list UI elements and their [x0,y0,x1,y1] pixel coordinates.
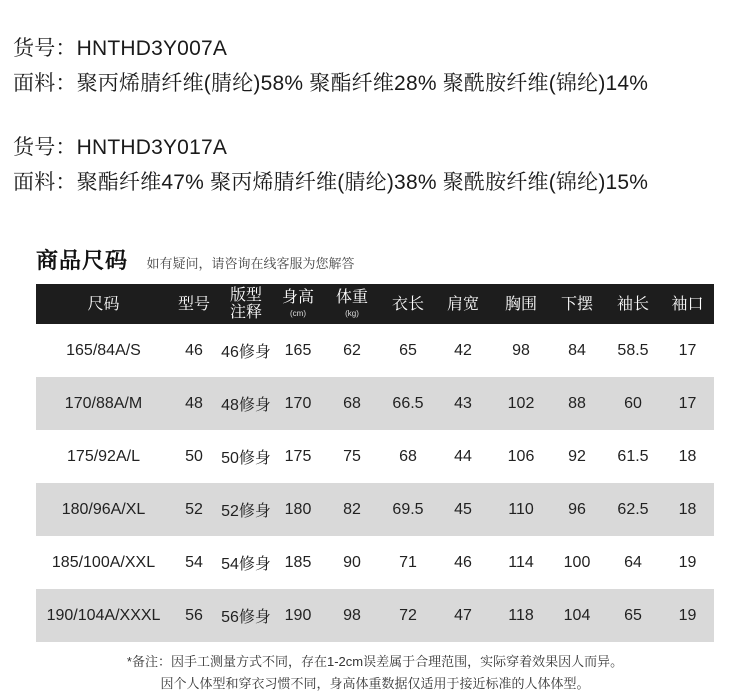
spec-value: HNTHD3Y017A [76,136,228,159]
table-header-cell [36,284,171,324]
table-cell: 46 [185,341,203,359]
table-cell: 102 [507,394,535,412]
table-cell: 110 [508,500,534,518]
table-cell: 106 [507,447,535,465]
table-cell: 100 [563,553,591,571]
table-header-cell [321,284,383,324]
table-cell: 50 [185,447,203,465]
table-cell: 98 [512,341,530,359]
table-cell: 180 [284,500,312,518]
table-cell: 190 [284,606,312,624]
table-cell: 165/84A/S [66,341,141,359]
table-cell: 75 [343,447,361,465]
table-row [36,589,714,642]
table-cell: 42 [454,341,472,359]
table-cell: 68 [343,394,361,412]
table-header-row [36,284,714,324]
spec-label: 面料： [13,72,77,95]
table-cell: 170/88A/M [64,394,143,412]
product-code-1 [13,35,227,63]
table-header-cell [605,284,661,324]
table-cell: 114 [508,553,534,571]
spec-value: 聚酯纤维47% 聚丙烯腈纤维(腈纶)38% 聚酰胺纤维(锦纶)15% [76,171,649,194]
header-label: 胸围 [504,295,537,313]
table-cell: 62.5 [617,500,649,518]
table-header-cell [217,284,275,324]
footnote-line-1: *备注：因手工测量方式不同，存在1-2cm误差属于合理范围，实际穿着效果因人而异。 [126,654,624,669]
table-cell: 19 [678,553,697,571]
table-cell: 68 [399,447,417,465]
table-cell: 18 [678,447,697,465]
table-cell: 118 [508,606,534,624]
table-cell: 165 [284,341,312,359]
table-cell: 48修身 [221,397,271,414]
header-unit: (cm) [290,309,306,318]
header-label: 下摆 [560,295,593,313]
table-cell: 60 [624,394,642,412]
table-cell: 175/92A/L [67,447,140,465]
table-cell: 170 [284,394,312,412]
table-cell: 18 [678,500,697,518]
table-cell: 64 [624,553,642,571]
table-cell: 190/104A/XXXL [46,606,161,624]
spec-label: 面料： [13,171,77,194]
table-cell: 52 [185,500,203,518]
table-cell: 43 [454,394,472,412]
table-cell: 84 [568,341,586,359]
table-cell: 50修身 [221,450,271,467]
table-row [36,536,714,589]
table-cell: 45 [454,500,472,518]
header-label: 版型 [229,287,262,304]
table-cell: 17 [678,394,697,412]
size-chart-header [36,244,354,275]
table-header-cell [661,284,714,324]
table-cell: 47 [454,606,472,624]
table-cell: 175 [284,447,312,465]
table-header-cell [171,284,217,324]
header-label: 衣长 [391,295,424,313]
table-cell: 180/96A/XL [61,500,146,518]
table-cell: 92 [568,447,586,465]
table-cell: 82 [343,500,361,518]
table-cell: 72 [399,606,417,624]
header-unit: (kg) [345,309,359,318]
header-label: 体重 [335,289,368,306]
spec-value: HNTHD3Y007A [76,37,228,60]
size-table [36,284,714,642]
table-cell: 65 [624,606,642,624]
table-header-cell [549,284,605,324]
table-cell: 48 [185,394,203,412]
table-cell: 56 [185,606,203,624]
table-cell: 52修身 [221,503,271,520]
spec-value: 聚丙烯腈纤维(腈纶)58% 聚酯纤维28% 聚酰胺纤维(锦纶)14% [76,72,649,95]
table-cell: 61.5 [617,447,649,465]
size-chart-subtitle: 如有疑问，请咨询在线客服为您解答 [146,256,355,271]
header-label: 袖口 [671,295,704,313]
table-row [36,430,714,483]
table-header-cell [383,284,433,324]
table-cell: 56修身 [221,609,271,626]
footnote-line-2: 因个人体型和穿衣习惯不同，身高体重数据仅适用于接近标准的人体体型。 [160,676,590,691]
header-label: 袖长 [616,295,649,313]
table-cell: 19 [678,606,697,624]
table-cell: 185 [284,553,312,571]
header-label: 尺码 [87,295,120,313]
table-cell: 71 [399,553,417,571]
table-cell: 62 [343,341,361,359]
table-header-cell [493,284,549,324]
table-cell: 46 [454,553,472,571]
table-cell: 44 [454,447,472,465]
table-cell: 17 [678,341,697,359]
table-cell: 104 [563,606,591,624]
header-label: 型号 [177,295,210,313]
table-cell: 54修身 [221,556,271,573]
table-cell: 96 [568,500,586,518]
table-body [36,324,714,642]
spec-label: 货号： [13,37,77,60]
header-label: 身高 [281,289,314,306]
table-header-cell [275,284,321,324]
header-label: 肩宽 [446,295,479,313]
table-cell: 46修身 [221,344,271,361]
table-cell: 90 [343,553,361,571]
fabric-2 [13,169,648,197]
table-cell: 185/100A/XXL [51,553,156,571]
table-cell: 69.5 [392,500,424,518]
product-code-2 [13,134,227,162]
table-row [36,483,714,536]
header-label-line2: 注释 [229,304,262,321]
table-cell: 65 [399,341,417,359]
table-cell: 98 [343,606,361,624]
table-cell: 54 [185,553,203,571]
table-cell: 88 [568,394,586,412]
table-cell: 58.5 [617,341,649,359]
table-header-cell [433,284,493,324]
spec-label: 货号： [13,136,77,159]
table-row [36,324,714,377]
table-cell: 66.5 [392,394,424,412]
size-chart-title: 商品尺码 [36,248,129,273]
fabric-1 [13,70,648,98]
table-row [36,377,714,430]
